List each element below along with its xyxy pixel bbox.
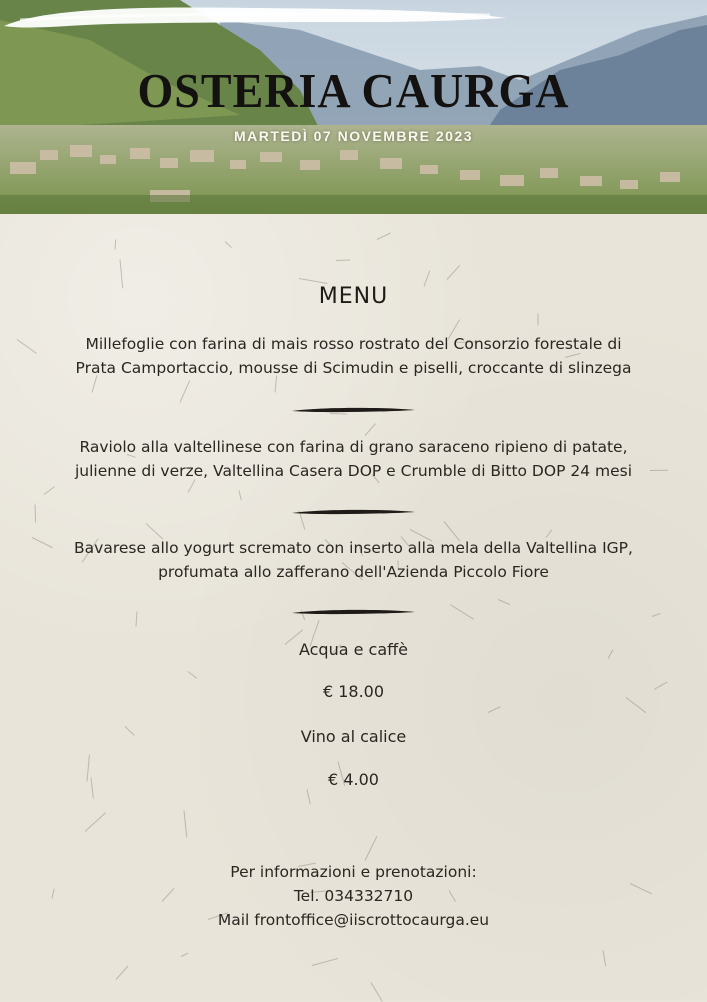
menu-heading: MENU bbox=[318, 284, 389, 309]
dish-antipasto bbox=[60, 332, 647, 380]
brush-stroke-decoration bbox=[0, 0, 510, 34]
contact-email[interactable]: Mail frontoffice@iiscrottocaurga.eu bbox=[217, 911, 490, 929]
contact-phone[interactable]: Tel. 034332710 bbox=[293, 887, 414, 905]
divider-swash bbox=[290, 406, 417, 416]
drinks-label: Acqua e caffè bbox=[298, 640, 409, 659]
dish-dessert bbox=[60, 536, 647, 584]
divider-swash bbox=[290, 608, 417, 618]
dish-line: Prata Camportaccio, mousse di Scimudin e piselli, croccante di slinzega bbox=[75, 359, 632, 377]
price-main: € 18.00 bbox=[322, 682, 385, 701]
restaurant-title: OSTERIA CAURGA bbox=[137, 63, 570, 118]
dish-line: Millefoglie con farina di mais rosso rostrato del Consorzio forestale di bbox=[85, 335, 622, 353]
header-landscape-photo bbox=[0, 0, 707, 214]
dish-line: profumata allo zafferano dell'Azienda Piccolo Fiore bbox=[158, 563, 549, 581]
dish-line: Raviolo alla valtellinese con farina di grano saraceno ripieno di patate, bbox=[79, 438, 628, 456]
contact-info bbox=[0, 860, 707, 932]
wine-label: Vino al calice bbox=[300, 727, 407, 746]
paper-fiber bbox=[114, 239, 116, 249]
dish-line: Bavarese allo yogurt scremato con inserto alla mela della Valtellina IGP, bbox=[74, 539, 633, 557]
divider-swash bbox=[290, 508, 417, 518]
dish-line: julienne di verze, Valtellina Casera DOP e Crumble di Bitto DOP 24 mesi bbox=[74, 462, 633, 480]
paper-fiber bbox=[537, 314, 538, 326]
contact-heading: Per informazioni e prenotazioni: bbox=[230, 863, 477, 881]
dish-primo bbox=[60, 435, 647, 483]
event-date: MARTEDÌ 07 NOVEMBRE 2023 bbox=[233, 128, 474, 144]
price-wine: € 4.00 bbox=[328, 770, 379, 789]
